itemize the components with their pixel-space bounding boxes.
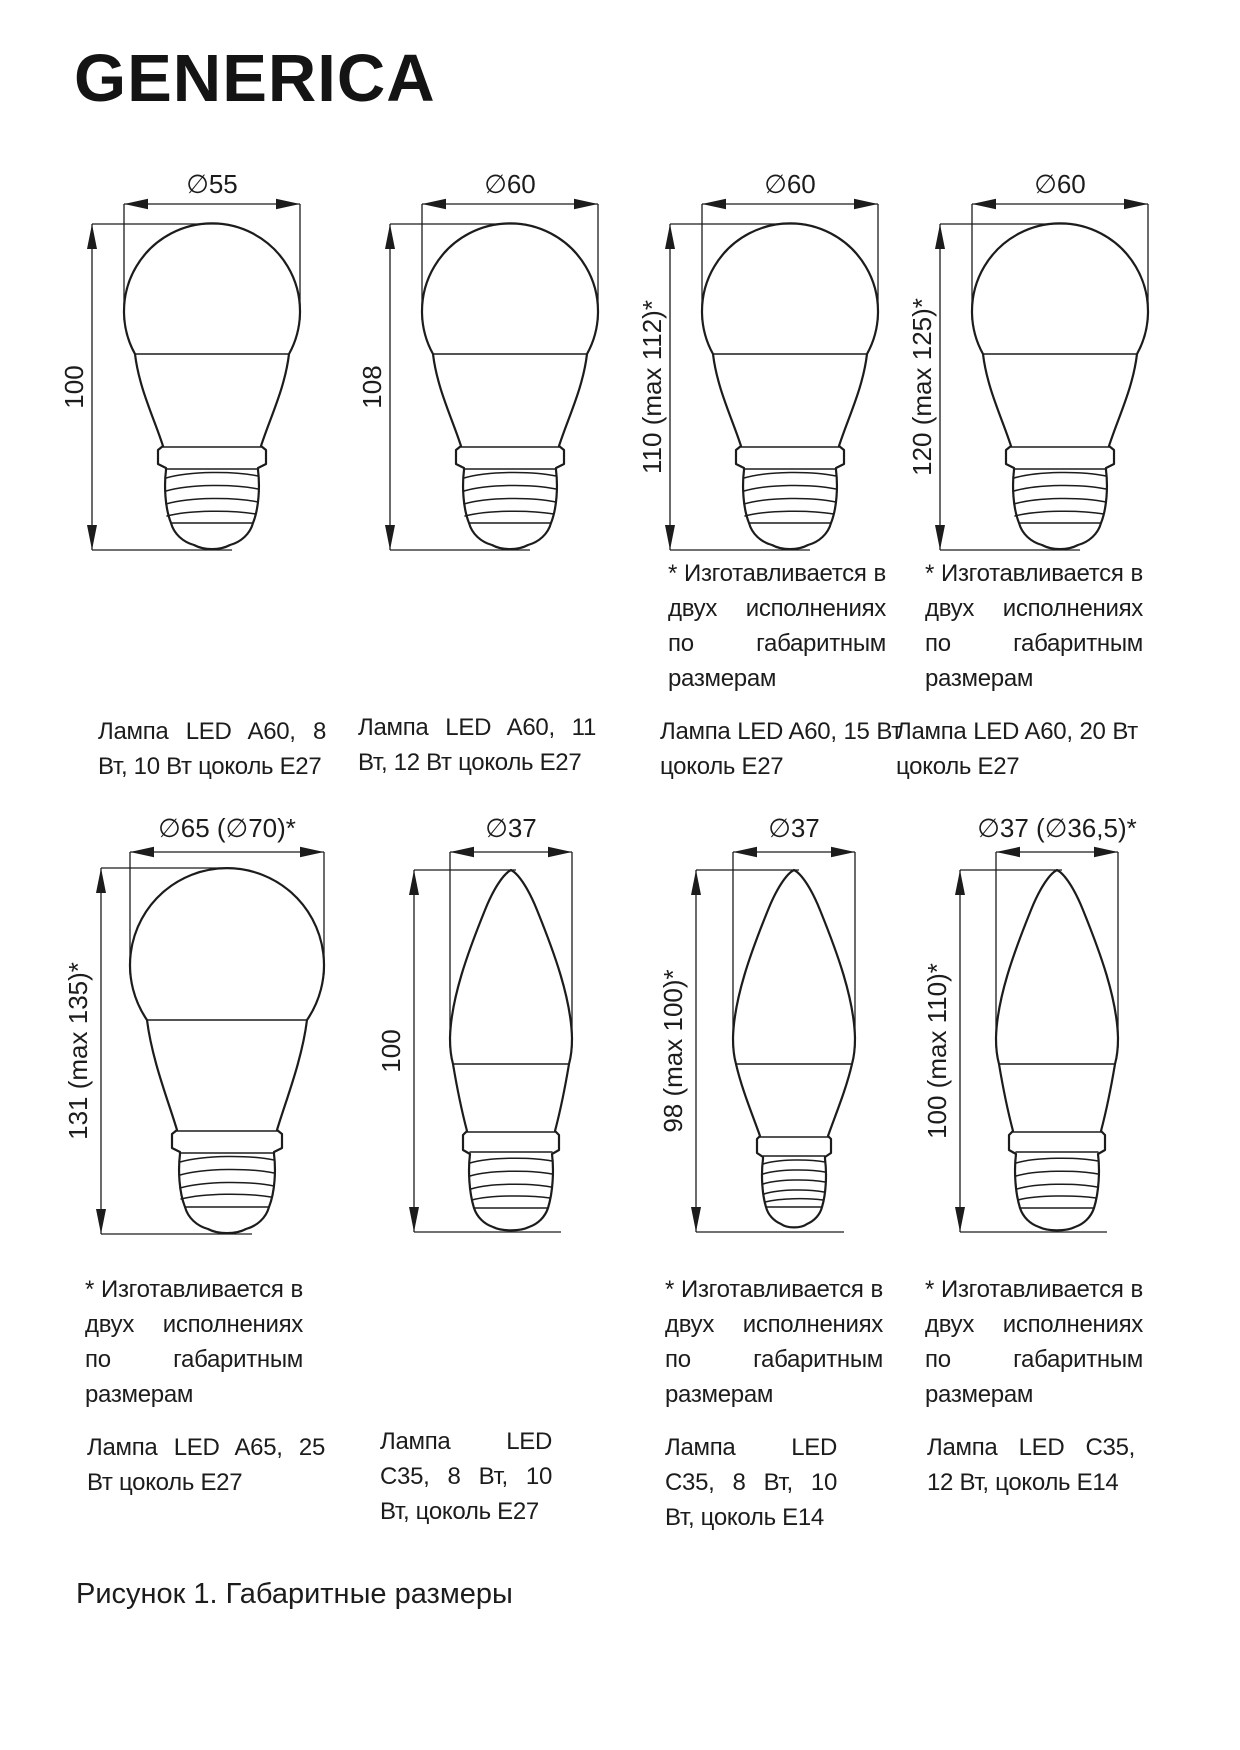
- arrow-left-icon: [124, 199, 148, 209]
- diameter-dim-label: ∅60: [484, 169, 536, 199]
- candle-outline: [450, 870, 572, 1230]
- candle-outline: [996, 870, 1118, 1230]
- screw-threads: [464, 472, 556, 516]
- height-dimension: [96, 868, 252, 1234]
- height-dim-label: 100 (max 110)*: [922, 963, 952, 1139]
- arrow-left-icon: [972, 199, 996, 209]
- manufacturing-note: * Изготавливается в двух исполнениях по габаритным размерам: [85, 1276, 303, 1408]
- arrow-right-icon: [1124, 199, 1148, 209]
- bulb-drawing: [130, 868, 324, 1233]
- arrow-up-icon: [955, 870, 965, 895]
- diagram-lamp-c35-12w: [862, 800, 1152, 1265]
- arrow-up-icon: [96, 868, 106, 893]
- bulb-drawing: [733, 870, 855, 1227]
- height-dimension: [691, 870, 844, 1232]
- arrow-right-icon: [574, 199, 598, 209]
- screw-threads: [1016, 1158, 1098, 1200]
- arrow-up-icon: [409, 870, 419, 895]
- arrow-up-icon: [935, 224, 945, 249]
- height-dimension: [955, 870, 1107, 1232]
- arrow-left-icon: [130, 847, 154, 857]
- height-dimension: [409, 870, 561, 1232]
- arrow-up-icon: [665, 224, 675, 249]
- arrow-down-icon: [87, 525, 97, 550]
- height-dim-label: 120 (max 125)*: [907, 298, 937, 476]
- bulb-drawing: [996, 870, 1118, 1230]
- diagram-lamp-a60-8w: [59, 162, 322, 557]
- diameter-dim-label: ∅37: [485, 813, 537, 843]
- height-dim-label: 98 (max 100)*: [658, 969, 688, 1133]
- brand-logo: GENERICA: [74, 41, 436, 116]
- diagram-lamp-c35-e14: [604, 800, 874, 1265]
- diameter-dimension: [450, 847, 572, 1048]
- diameter-dim-label: ∅60: [764, 169, 816, 199]
- screw-threads: [763, 1160, 825, 1202]
- bulb-drawing: [124, 223, 300, 549]
- screw-threads: [744, 472, 836, 516]
- diameter-dimension: [702, 199, 878, 320]
- arrow-right-icon: [300, 847, 324, 857]
- diameter-dim-label: ∅60: [1034, 169, 1086, 199]
- diagram-lamp-a60-20w: [907, 162, 1170, 557]
- bulb-drawing: [702, 223, 878, 549]
- bulb-outline: [124, 223, 300, 549]
- lamp-caption: Лампа LED A60, 15 Вт цоколь E27: [660, 718, 902, 780]
- diameter-dimension: [733, 847, 855, 1048]
- lamp-caption: Лампа LED C35, 12 Вт, цоколь E14: [927, 1434, 1135, 1496]
- diameter-dim-label: ∅55: [186, 169, 238, 199]
- lamp-caption: Лампа LED C35, 8 Вт, 10 Вт, цоколь E27: [380, 1428, 552, 1525]
- arrow-down-icon: [665, 525, 675, 550]
- arrow-left-icon: [450, 847, 474, 857]
- arrow-left-icon: [702, 199, 726, 209]
- screw-threads: [470, 1158, 552, 1200]
- manufacturing-note: * Изготавливается в двух исполнениях по габаритным размерам: [668, 560, 886, 692]
- height-dimension: [935, 224, 1080, 550]
- candle-outline: [733, 870, 855, 1227]
- bulb-outline: [422, 223, 598, 549]
- arrow-down-icon: [385, 525, 395, 550]
- height-dimension: [87, 224, 232, 550]
- manufacturing-note: * Изготавливается в двух исполнениях по габаритным размерам: [665, 1276, 883, 1408]
- arrow-right-icon: [831, 847, 855, 857]
- diameter-dimension: [124, 199, 300, 320]
- diagram-lamp-c35-e27: [326, 800, 596, 1265]
- diameter-dimension: [972, 199, 1148, 320]
- height-dim-label: 100: [59, 365, 89, 409]
- diagram-lamp-a65-25w: [63, 800, 347, 1265]
- arrow-left-icon: [733, 847, 757, 857]
- screw-threads: [1014, 472, 1106, 516]
- screw-threads: [180, 1156, 274, 1199]
- arrow-right-icon: [548, 847, 572, 857]
- arrow-down-icon: [955, 1207, 965, 1232]
- manufacturing-note: * Изготавливается в двух исполнениях по габаритным размерам: [925, 560, 1143, 692]
- screw-threads: [166, 472, 258, 516]
- diagram-lamp-a60-11w: [357, 162, 620, 557]
- diagram-lamp-a60-15w: [637, 162, 900, 557]
- height-dim-label: 100: [376, 1029, 406, 1073]
- lamp-caption: Лампа LED A60, 11 Вт, 12 Вт цоколь E27: [358, 714, 596, 776]
- height-dim-label: 110 (max 112)*: [637, 300, 667, 474]
- height-dimension: [385, 224, 530, 550]
- height-dimension: [665, 224, 810, 550]
- arrow-up-icon: [87, 224, 97, 249]
- figure-caption: Рисунок 1. Габаритные размеры: [76, 1578, 513, 1610]
- lamp-caption: Лампа LED C35, 8 Вт, 10 Вт, цоколь E14: [665, 1434, 837, 1531]
- height-dim-label: 131 (max 135)*: [63, 962, 93, 1140]
- lamp-caption: Лампа LED A65, 25 Вт цоколь E27: [87, 1434, 325, 1496]
- diameter-dimension: [996, 847, 1118, 1048]
- arrow-right-icon: [1094, 847, 1118, 857]
- arrow-up-icon: [385, 224, 395, 249]
- arrow-down-icon: [691, 1207, 701, 1232]
- arrow-left-icon: [996, 847, 1020, 857]
- arrow-down-icon: [935, 525, 945, 550]
- arrow-up-icon: [691, 870, 701, 895]
- diameter-dimension: [422, 199, 598, 320]
- bulb-outline: [972, 223, 1148, 549]
- diameter-dim-label: ∅37 (∅36,5)*: [977, 813, 1137, 843]
- diameter-dim-label: ∅65 (∅70)*: [158, 813, 296, 843]
- manufacturing-note: * Изготавливается в двух исполнениях по габаритным размерам: [925, 1276, 1143, 1408]
- arrow-right-icon: [276, 199, 300, 209]
- diameter-dimension: [130, 847, 324, 975]
- bulb-drawing: [450, 870, 572, 1230]
- bulb-outline: [130, 868, 324, 1233]
- diameter-dim-label: ∅37: [768, 813, 820, 843]
- arrow-down-icon: [96, 1209, 106, 1234]
- arrow-right-icon: [854, 199, 878, 209]
- lamp-caption: Лампа LED A60, 8 Вт, 10 Вт цоколь E27: [98, 718, 326, 780]
- arrow-down-icon: [409, 1207, 419, 1232]
- lamp-caption: Лампа LED A60, 20 Вт цоколь E27: [896, 718, 1138, 780]
- bulb-drawing: [422, 223, 598, 549]
- bulb-outline: [702, 223, 878, 549]
- bulb-drawing: [972, 223, 1148, 549]
- height-dim-label: 108: [357, 365, 387, 409]
- arrow-left-icon: [422, 199, 446, 209]
